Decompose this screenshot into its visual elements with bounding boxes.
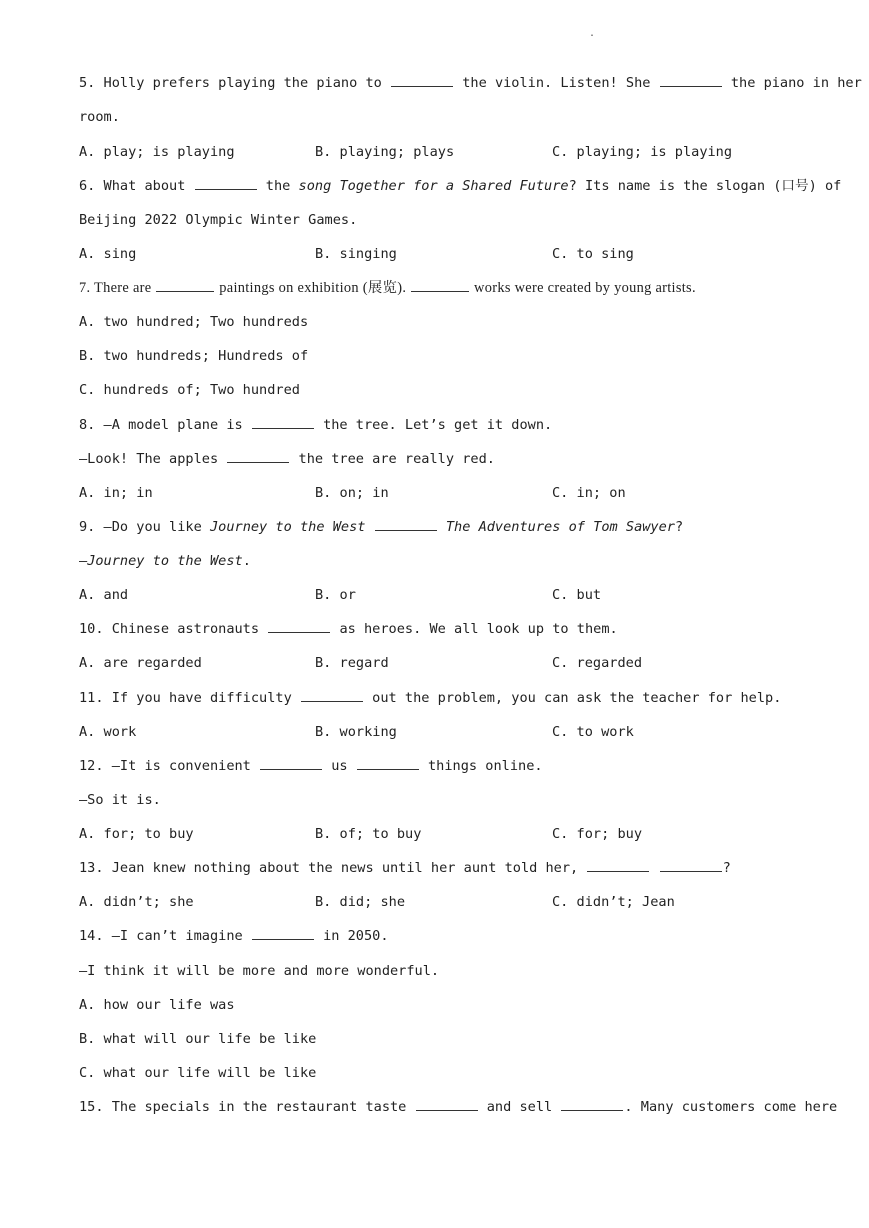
q12-option-b[interactable]: B. of; to buy: [315, 826, 422, 842]
q14-option-b[interactable]: B. what will our life be like: [79, 1031, 317, 1047]
q8-text-b: the tree. Let’s get it down.: [323, 417, 553, 433]
q13-option-c[interactable]: C. didn’t; Jean: [552, 894, 675, 910]
q9-book-title-2: The Adventures of Tom Sawyer: [445, 519, 675, 535]
q12-text-a: 12. —It is convenient: [79, 758, 251, 774]
question-7-line-1: [79, 279, 696, 297]
q9-book-title-1: Journey to the West: [209, 519, 366, 535]
answer-blank[interactable]: [260, 757, 322, 770]
answer-blank[interactable]: [391, 74, 453, 87]
q9-option-a[interactable]: A. and: [79, 587, 129, 603]
q12-option-c[interactable]: C. for; buy: [552, 826, 643, 842]
q11-option-c[interactable]: C. to work: [552, 724, 634, 740]
q5-option-b[interactable]: B. playing; plays: [315, 144, 455, 160]
q9-period: .: [242, 553, 251, 569]
answer-blank[interactable]: [587, 859, 649, 872]
q9-answer-title: Journey to the West: [87, 553, 243, 569]
q7-option-c[interactable]: C. hundreds of; Two hundred: [79, 382, 300, 398]
q13-question-mark: ?: [722, 860, 731, 876]
answer-blank[interactable]: [227, 450, 289, 463]
answer-blank[interactable]: [252, 927, 314, 940]
question-9-line-1: [79, 518, 683, 536]
q7-option-a[interactable]: A. two hundred; Two hundreds: [79, 314, 309, 330]
question-8-line-2: [79, 450, 495, 468]
q13-option-a[interactable]: A. didn’t; she: [79, 894, 194, 910]
answer-blank[interactable]: [268, 620, 330, 633]
q6-option-a[interactable]: A. sing: [79, 246, 137, 262]
answer-blank[interactable]: [156, 279, 214, 292]
q6-text-c: ? Its name is the slogan (口号) of: [568, 178, 842, 194]
q14-text-a: 14. —I can’t imagine: [79, 928, 243, 944]
q10-option-a[interactable]: A. are regarded: [79, 655, 202, 671]
question-5-line-1: [79, 74, 862, 92]
answer-blank[interactable]: [195, 177, 257, 190]
q8-text-d: the tree are really red.: [298, 451, 495, 467]
question-6-line-1: [79, 177, 842, 195]
question-14-line-2: —I think it will be more and more wonderful.: [79, 963, 440, 979]
answer-blank[interactable]: [660, 74, 722, 87]
q14-option-a[interactable]: A. how our life was: [79, 997, 235, 1013]
q14-option-c[interactable]: C. what our life will be like: [79, 1065, 317, 1081]
q8-option-c[interactable]: C. in; on: [552, 485, 626, 501]
q5-option-c[interactable]: C. playing; is playing: [552, 144, 733, 160]
q10-option-b[interactable]: B. regard: [315, 655, 389, 671]
q8-text-a: 8. —A model plane is: [79, 417, 243, 433]
answer-blank[interactable]: [416, 1098, 478, 1111]
question-5-line-2: room.: [79, 109, 120, 125]
answer-blank[interactable]: [375, 518, 437, 531]
q9-option-c[interactable]: C. but: [552, 587, 602, 603]
q7-option-b[interactable]: B. two hundreds; Hundreds of: [79, 348, 309, 364]
q9-option-b[interactable]: B. or: [315, 587, 356, 603]
question-15-line-1: [79, 1098, 838, 1116]
q6-text-b: the: [265, 178, 291, 194]
q15-text-c: . Many customers come here: [624, 1099, 838, 1115]
answer-blank[interactable]: [357, 757, 419, 770]
q7-text-c: works were created by young artists.: [474, 280, 696, 296]
q8-option-b[interactable]: B. on; in: [315, 485, 389, 501]
q10-text-a: 10. Chinese astronauts: [79, 621, 260, 637]
question-10-line-1: [79, 620, 618, 638]
answer-blank[interactable]: [561, 1098, 623, 1111]
answer-blank[interactable]: [252, 416, 314, 429]
header-mark: .: [589, 28, 596, 39]
q6-text-a: 6. What about: [79, 178, 186, 194]
answer-blank[interactable]: [301, 689, 363, 702]
q5-option-a[interactable]: A. play; is playing: [79, 144, 235, 160]
q9-dash: —: [79, 553, 88, 569]
q9-text-a: 9. —Do you like: [79, 519, 202, 535]
q11-option-a[interactable]: A. work: [79, 724, 137, 740]
answer-blank[interactable]: [660, 859, 722, 872]
question-11-line-1: [79, 689, 781, 707]
q12-text-c: things online.: [428, 758, 543, 774]
question-12-line-2: —So it is.: [79, 792, 161, 808]
q6-song-title: song Together for a Shared Future: [298, 178, 569, 194]
q11-option-b[interactable]: B. working: [315, 724, 397, 740]
question-9-line-2: [79, 552, 251, 570]
q15-text-b: and sell: [486, 1099, 553, 1115]
q12-text-b: us: [331, 758, 348, 774]
q5-text-b: the violin. Listen! She: [462, 75, 651, 91]
q6-option-c[interactable]: C. to sing: [552, 246, 634, 262]
q11-text-a: 11. If you have difficulty: [79, 690, 292, 706]
q13-option-b[interactable]: B. did; she: [315, 894, 406, 910]
question-14-line-1: [79, 927, 389, 945]
question-6-line-2: Beijing 2022 Olympic Winter Games.: [79, 212, 358, 228]
question-13-line-1: [79, 859, 731, 877]
q9-question-mark: ?: [674, 519, 684, 535]
q8-text-c: —Look! The apples: [79, 451, 219, 467]
q14-text-b: in 2050.: [323, 928, 389, 944]
q10-text-b: as heroes. We all look up to them.: [339, 621, 618, 637]
q7-text-b: paintings on exhibition (展览).: [219, 280, 407, 296]
q6-option-b[interactable]: B. singing: [315, 246, 397, 262]
q5-text-c: the piano in her: [730, 75, 862, 91]
question-12-line-1: [79, 757, 543, 775]
q5-text-a: 5. Holly prefers playing the piano to: [79, 75, 382, 91]
q13-text-a: 13. Jean knew nothing about the news until her aunt told her,: [79, 860, 579, 876]
q10-option-c[interactable]: C. regarded: [552, 655, 643, 671]
question-8-line-1: [79, 416, 552, 434]
answer-blank[interactable]: [411, 279, 469, 292]
q7-text-a: 7. There are: [79, 280, 152, 296]
q11-text-b: out the problem, you can ask the teacher for help.: [372, 690, 782, 706]
q8-option-a[interactable]: A. in; in: [79, 485, 153, 501]
q15-text-a: 15. The specials in the restaurant taste: [79, 1099, 407, 1115]
q12-option-a[interactable]: A. for; to buy: [79, 826, 194, 842]
